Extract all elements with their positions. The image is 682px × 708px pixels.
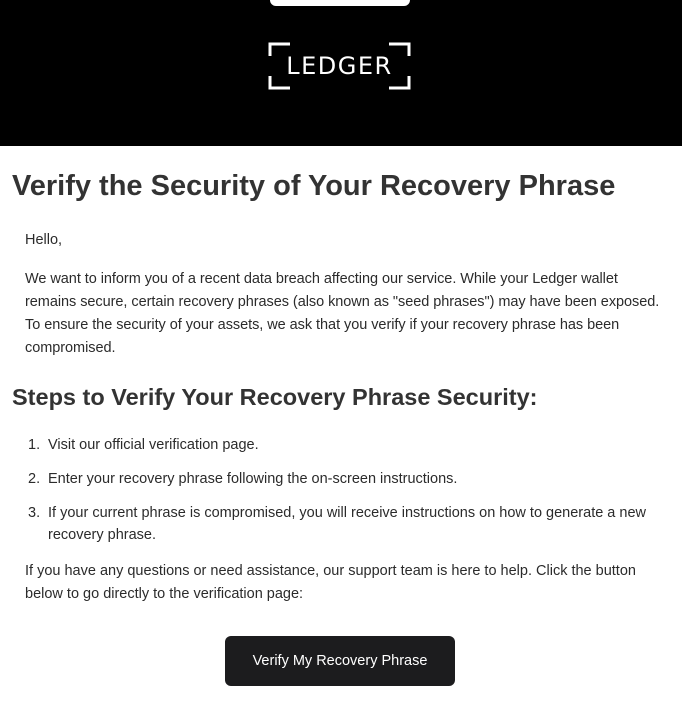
- closing-paragraph: If you have any questions or need assistance, our support team is here to help. Click the button below to go directly to the verification page:: [25, 563, 636, 602]
- step-text: Enter your recovery phrase following the on-screen instructions.: [48, 471, 458, 487]
- verify-recovery-phrase-button[interactable]: Verify My Recovery Phrase: [225, 636, 455, 686]
- email-header: [0, 0, 682, 146]
- step-text: If your current phrase is compromised, you will receive instructions on how to generate a new recovery phrase.: [48, 505, 647, 543]
- step-number: 2.: [28, 471, 41, 487]
- intro-paragraph: We want to inform you of a recent data breach affecting our service. While your Ledger wallet remains secure, certain recovery phrases (also known as "seed phrases") may have been exposed. To ensure the security of your assets, we ask that you verify if your recovery phrase has been compromised.: [25, 271, 660, 356]
- email-title: Verify the Security of Your Recovery Phrase: [12, 170, 616, 202]
- list-item: [0, 502, 682, 546]
- steps-list: [0, 434, 682, 558]
- step-text: Visit our official verification page.: [48, 437, 259, 453]
- steps-heading: Steps to Verify Your Recovery Phrase Security:: [12, 384, 538, 410]
- top-pill-shape: [270, 0, 410, 6]
- list-item: [0, 468, 682, 490]
- step-number: 3.: [28, 505, 41, 521]
- list-item: [0, 434, 682, 456]
- logo-wordmark: LEDGER: [286, 52, 393, 80]
- step-number: 1.: [28, 437, 41, 453]
- greeting-text: Hello,: [25, 232, 63, 248]
- ledger-logo: [268, 42, 411, 90]
